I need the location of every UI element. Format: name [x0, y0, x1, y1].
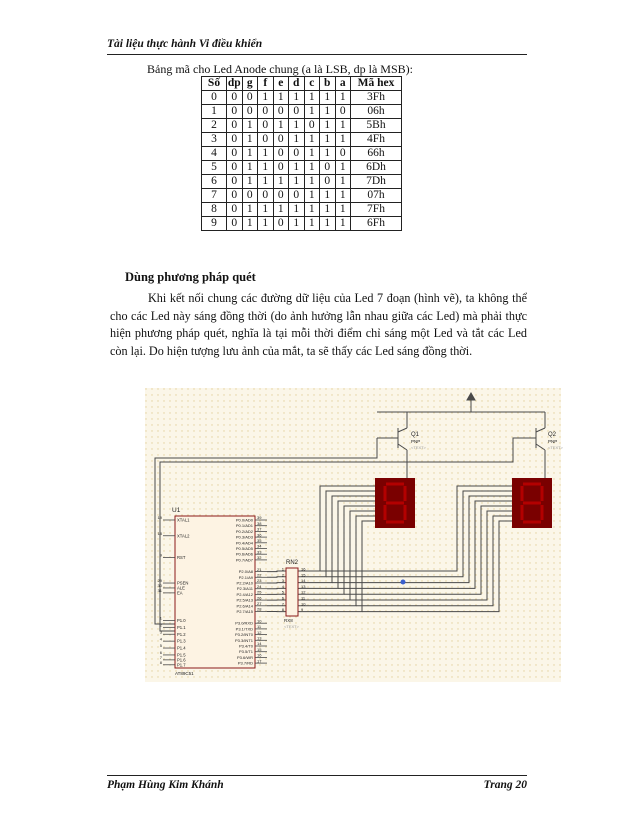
table-cell: 1 — [320, 189, 336, 203]
q2-text: <TEXT> — [548, 445, 563, 450]
table-header-cell: a — [335, 77, 351, 91]
q2-label: Q2 — [548, 432, 557, 438]
u1-pin-number: 23 — [257, 578, 262, 584]
seven-segment-display-2 — [512, 478, 552, 528]
table-cell: 1 — [335, 175, 351, 189]
seven-segment-display-1 — [375, 478, 415, 528]
table-row — [202, 203, 402, 217]
table-cell: 0 — [335, 147, 351, 161]
body-paragraph — [110, 290, 527, 360]
table-cell: 6Dh — [351, 161, 402, 175]
table-cell: 0 — [227, 217, 243, 231]
table-cell: 0 — [258, 119, 274, 133]
table-cell: 0 — [202, 91, 227, 105]
table-cell: 1 — [304, 161, 320, 175]
table-cell: 7Dh — [351, 175, 402, 189]
rn2-pin-number: 7 — [281, 601, 284, 607]
table-cell: 7Fh — [351, 203, 402, 217]
table-cell: 1 — [289, 161, 305, 175]
table-cell: 0 — [289, 147, 305, 161]
u1-pin-number: 2 — [159, 622, 162, 628]
resistor-network-rn2 — [286, 568, 298, 616]
table-header-cell: f — [258, 77, 274, 91]
table-cell: 0 — [227, 133, 243, 147]
table-cell: 1 — [273, 91, 289, 105]
rn2-pin-number: 6 — [281, 595, 284, 601]
rn2-pin-number: 1 — [281, 566, 284, 572]
u1-pin-number: 25 — [257, 589, 262, 595]
table-cell: 0 — [227, 105, 243, 119]
table-cell: 1 — [289, 119, 305, 133]
u1-pin-name: P0.3/AD3 — [235, 534, 253, 540]
u1-pin-name: P3.0/RXD — [235, 620, 253, 626]
u1-pin-name: P3.5/T1 — [238, 649, 253, 655]
table-header-cell: g — [242, 77, 258, 91]
table-cell: 0 — [227, 189, 243, 203]
rn2-text: <TEXT> — [284, 624, 299, 629]
u1-pin-number: 12 — [257, 629, 262, 635]
table-cell: 0 — [273, 133, 289, 147]
u1-pin-name: XTAL1 — [177, 517, 190, 523]
u1-pin-number: 38 — [257, 520, 262, 526]
table-row — [202, 175, 402, 189]
rn2-pin-number: 15 — [301, 572, 306, 578]
footer-divider — [107, 775, 527, 776]
u1-label: U1 — [172, 507, 181, 514]
table-cell: 1 — [258, 161, 274, 175]
rn2-pin-number: 13 — [301, 583, 306, 589]
rn2-pin-number: 11 — [301, 595, 306, 601]
table-cell: 1 — [335, 119, 351, 133]
u1-pin-name: P1.7 — [177, 662, 186, 668]
table-cell: 6 — [202, 175, 227, 189]
table-cell: 0 — [289, 189, 305, 203]
table-cell: 1 — [304, 133, 320, 147]
table-header-cell: b — [320, 77, 336, 91]
table-cell: 4 — [202, 147, 227, 161]
table-cell: 1 — [258, 91, 274, 105]
u1-pin-name: P0.7/AD7 — [235, 557, 253, 563]
rn2-pin-number: 2 — [281, 572, 284, 578]
u1-pin-name: EA — [177, 590, 183, 596]
table-cell: 3Fh — [351, 91, 402, 105]
section-title: Dùng phương pháp quét — [125, 270, 256, 284]
table-cell: 1 — [320, 217, 336, 231]
q1-type: PNP — [411, 439, 421, 444]
table-cell: 0 — [258, 189, 274, 203]
table-cell: 1 — [320, 91, 336, 105]
table-cell: 0 — [273, 147, 289, 161]
table-cell: 1 — [304, 203, 320, 217]
table-cell: 0 — [304, 119, 320, 133]
u1-pin-name: P2.0/A8 — [238, 569, 253, 575]
rn2-pin-number: 9 — [301, 607, 304, 613]
u1-pin-number: 21 — [257, 566, 262, 572]
u1-pin-number: 18 — [157, 530, 162, 536]
u1-pin-name: P0.0/AD0 — [235, 517, 253, 523]
table-cell: 0 — [242, 91, 258, 105]
u1-pin-name: P0.1/AD1 — [235, 523, 253, 529]
rn2-pin-number: 8 — [281, 607, 284, 613]
u1-pin-number: 32 — [257, 555, 262, 561]
rn2-pin-number: 12 — [301, 589, 306, 595]
u1-pin-number: 13 — [257, 635, 262, 641]
u1-pin-name: P1.3 — [177, 638, 186, 644]
footer-author: Phạm Hùng Kim Khánh — [107, 779, 224, 791]
table-row — [202, 147, 402, 161]
table-cell: 3 — [202, 133, 227, 147]
u1-pin-number: 19 — [157, 515, 162, 521]
u1-pin-number: 24 — [257, 583, 262, 589]
u1-part: AT89C51 — [175, 671, 194, 676]
table-cell: 0 — [258, 105, 274, 119]
table-cell: 1 — [320, 105, 336, 119]
u1-pin-name: P0.2/AD2 — [235, 528, 253, 534]
table-cell: 0 — [227, 91, 243, 105]
paragraph-text: Khi kết nối chung các đường dữ liệu của Led 7 đoạn (hình vẽ), ta không thể cho các Led này sáng đồng thời (do ảnh hưởng lẫn nhau giữa các Led) mà phải thực hiện phương pháp quét, nghĩa là tại mỗi thời điểm chỉ sáng một Led và tắt các Led còn lại. Do hiện tượng lưu ảnh của mắt, ta sẽ thấy các Led sáng đồng thời. — [110, 291, 527, 358]
circuit-schematic — [145, 388, 561, 682]
table-cell: 4Fh — [351, 133, 402, 147]
table-cell: 0 — [227, 119, 243, 133]
table-cell: 1 — [320, 147, 336, 161]
table-cell: 1 — [258, 175, 274, 189]
table-header-cell: Mã hex — [351, 77, 402, 91]
table-cell: 0 — [227, 147, 243, 161]
table-header-cell: Số — [202, 77, 227, 91]
table-header-cell: d — [289, 77, 305, 91]
table-header-cell: e — [273, 77, 289, 91]
table-cell: 0 — [258, 133, 274, 147]
u1-pin-number: 30 — [157, 583, 162, 589]
u1-pin-name: P0.4/AD4 — [235, 540, 253, 546]
table-cell: 1 — [273, 203, 289, 217]
u1-pin-number: 37 — [257, 526, 262, 532]
u1-pin-name: P1.2 — [177, 631, 186, 637]
u1-pin-name: P2.4/A12 — [236, 591, 253, 597]
u1-pin-number: 16 — [257, 652, 262, 658]
u1-pin-number: 7 — [159, 655, 162, 661]
q1-label: Q1 — [411, 432, 420, 438]
table-row — [202, 133, 402, 147]
table-cell: 0 — [320, 161, 336, 175]
table-cell: 0 — [273, 105, 289, 119]
u1-pin-number: 39 — [257, 515, 262, 521]
u1-pin-name: P3.4/T0 — [238, 643, 253, 649]
table-cell: 1 — [242, 203, 258, 217]
table-cell: 1 — [289, 175, 305, 189]
table-header-cell: dp — [227, 77, 241, 89]
u1-pin-name: ALE — [177, 585, 185, 591]
table-cell: 0 — [227, 161, 243, 175]
rn2-pin-number: 5 — [281, 589, 284, 595]
table-cell: 1 — [304, 91, 320, 105]
rn2-pin-number: 3 — [281, 578, 284, 584]
table-header-row — [202, 77, 402, 91]
u1-pin-number: 11 — [257, 624, 262, 630]
table-cell: 1 — [320, 203, 336, 217]
q2-type: PNP — [548, 439, 558, 444]
table-cell: 1 — [335, 217, 351, 231]
table-cell: 66h — [351, 147, 402, 161]
table-caption: Bảng mã cho Led Anode chung (a là LSB, dp là MSB): — [147, 62, 413, 76]
table-cell: 1 — [242, 119, 258, 133]
segment-code-table — [201, 76, 402, 231]
table-cell: 9 — [202, 217, 227, 231]
table-cell: 1 — [202, 105, 227, 119]
table-cell: 0 — [320, 175, 336, 189]
q1-text: <TEXT> — [411, 445, 426, 450]
table-cell: 1 — [289, 133, 305, 147]
table-cell: 0 — [273, 161, 289, 175]
u1-pin-number: 4 — [159, 636, 162, 642]
table-cell: 1 — [242, 175, 258, 189]
u1-pin-number: 3 — [159, 629, 162, 635]
table-cell: 1 — [320, 119, 336, 133]
u1-pin-number: 17 — [257, 658, 262, 664]
table-cell: 2 — [202, 119, 227, 133]
table-cell: 5 — [202, 161, 227, 175]
u1-pin-name: P2.7/A15 — [236, 609, 253, 614]
u1-pin-name: P2.5/A13 — [236, 597, 253, 603]
table-cell: 1 — [242, 217, 258, 231]
u1-pin-name: P3.1/TXD — [235, 626, 253, 632]
u1-pin-name: P3.2/INT0 — [234, 632, 253, 638]
table-cell: 1 — [335, 133, 351, 147]
table-row — [202, 119, 402, 133]
rn2-pin-number: 10 — [301, 601, 306, 607]
table-row — [202, 161, 402, 175]
table-cell: 0 — [242, 105, 258, 119]
table-cell: 1 — [242, 147, 258, 161]
rn2-pin-number: 4 — [281, 583, 284, 589]
u1-pin-name: P1.5 — [177, 652, 186, 658]
u1-pin-number: 6 — [159, 650, 162, 656]
table-cell: 1 — [304, 175, 320, 189]
table-cell: 1 — [242, 161, 258, 175]
u1-pin-name: P2.3/A11 — [236, 586, 253, 592]
table-cell: 1 — [335, 161, 351, 175]
u1-pin-name: P0.6/AD6 — [235, 551, 253, 557]
table-cell: 0 — [289, 105, 305, 119]
table-row — [202, 91, 402, 105]
u1-pin-name: P2.1/A9 — [238, 574, 253, 580]
table-cell: 0 — [273, 189, 289, 203]
u1-pin-name: PSEN — [177, 580, 189, 586]
page-header-title: Tài liệu thực hành Vi điều khiển — [107, 38, 263, 50]
u1-pin-number: 27 — [257, 601, 262, 606]
u1-pin-number: 31 — [157, 588, 162, 594]
table-cell: 1 — [335, 91, 351, 105]
table-cell: 1 — [258, 203, 274, 217]
table-cell: 1 — [289, 91, 305, 105]
u1-pin-number: 29 — [157, 578, 162, 584]
u1-pin-name: XTAL2 — [177, 533, 190, 539]
u1-pin-name: P3.3/INT1 — [234, 637, 253, 643]
table-row — [202, 105, 402, 119]
u1-pin-number: 14 — [257, 641, 262, 647]
u1-pin-number: 10 — [257, 618, 262, 624]
u1-pin-name: P1.1 — [177, 624, 186, 630]
table-cell: 1 — [304, 105, 320, 119]
probe-marker — [401, 580, 406, 585]
table-cell: 1 — [320, 133, 336, 147]
u1-pin-number: 8 — [159, 659, 162, 665]
u1-pin-number: 36 — [257, 532, 262, 538]
table-cell: 1 — [258, 147, 274, 161]
table-row — [202, 217, 402, 231]
u1-pin-name: P2.2/A10 — [236, 580, 253, 586]
table-cell: 06h — [351, 105, 402, 119]
table-cell: 0 — [335, 105, 351, 119]
u1-pin-name: P2.6/A14 — [236, 603, 253, 609]
table-cell: 7 — [202, 189, 227, 203]
table-cell: 1 — [335, 189, 351, 203]
u1-pin-name: P1.6 — [177, 657, 186, 663]
table-cell: 1 — [304, 217, 320, 231]
table-cell: 1 — [335, 203, 351, 217]
rn2-pin-number: 14 — [301, 578, 306, 584]
u1-pin-number: 9 — [159, 552, 162, 558]
u1-pin-name: RST — [177, 554, 186, 560]
table-cell: 1 — [273, 175, 289, 189]
u1-pin-number: 26 — [257, 595, 262, 601]
table-cell: 6Fh — [351, 217, 402, 231]
u1-pin-number: 22 — [257, 572, 262, 578]
u1-pin-number: 5 — [159, 643, 162, 649]
table-cell: 1 — [304, 147, 320, 161]
header-divider — [107, 54, 527, 55]
u1-pin-name: P0.5/AD5 — [235, 546, 253, 551]
rn2-part: RX8 — [284, 618, 293, 623]
u1-pin-name: P3.6/WR — [236, 654, 253, 660]
table-cell: 1 — [258, 217, 274, 231]
u1-pin-number: 15 — [257, 646, 262, 652]
table-cell: 0 — [227, 203, 243, 217]
table-body — [202, 91, 402, 231]
rn2-label: RN2 — [286, 560, 299, 566]
table-cell: 0 — [242, 189, 258, 203]
u1-pin-number: 28 — [257, 606, 262, 612]
table-row — [202, 189, 402, 203]
u1-pin-number: 35 — [257, 538, 262, 543]
table-header-cell: c — [304, 77, 320, 91]
table-cell: 0 — [273, 217, 289, 231]
u1-pin-name: P1.4 — [177, 645, 186, 651]
table-cell: 1 — [289, 217, 305, 231]
u1-pin-name: P3.7/RD — [237, 660, 253, 666]
rn2-pin-number: 16 — [301, 566, 306, 572]
table-cell: 1 — [289, 203, 305, 217]
footer-page-number: Trang 20 — [483, 779, 527, 791]
u1-pin-number: 34 — [257, 543, 262, 549]
table-cell: 1 — [273, 119, 289, 133]
table-cell: 1 — [304, 189, 320, 203]
table-cell: 5Bh — [351, 119, 402, 133]
u1-pin-name: P1.0 — [177, 617, 186, 623]
u1-pin-number: 1 — [159, 615, 162, 621]
table-cell: 07h — [351, 189, 402, 203]
table-cell: 1 — [242, 133, 258, 147]
u1-pin-number: 33 — [257, 549, 262, 555]
table-cell: 8 — [202, 203, 227, 217]
table-cell: 0 — [227, 175, 243, 189]
